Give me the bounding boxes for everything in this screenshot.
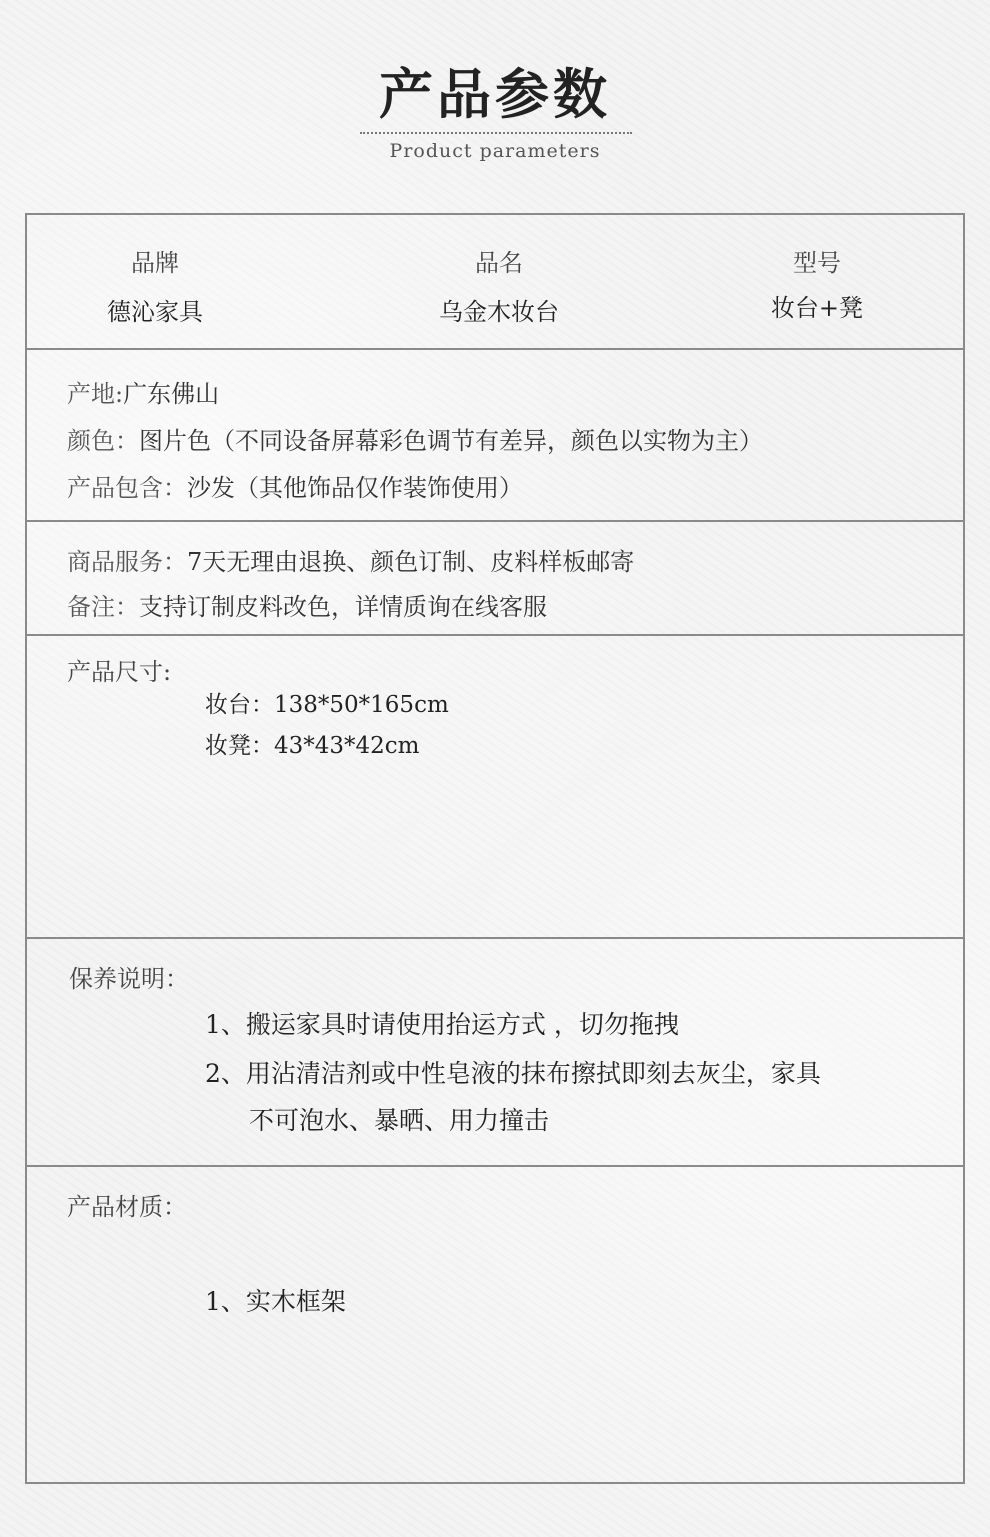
service-line (67, 542, 634, 577)
color-value: 图片色（不同设备屏幕彩色调节有差异，颜色以实物为主） (139, 427, 763, 455)
size-label: 产品尺寸: (67, 658, 172, 686)
note-line (67, 587, 547, 622)
model-cell (717, 243, 917, 323)
origin-row (27, 348, 963, 520)
care-item-1: 1、搬运家具时请使用抬运方式 ，切勿拖拽 (205, 1010, 679, 1039)
model-label: 型号 (793, 249, 841, 277)
brand-label: 品牌 (131, 249, 179, 277)
includes-line (67, 468, 523, 503)
care-label: 保养说明： (69, 965, 189, 993)
name-value: 乌金木妆台 (439, 298, 559, 326)
includes-value: 沙发（其他饰品仅作装饰使用） (187, 474, 523, 502)
note-label: 备注： (67, 593, 139, 621)
brand-cell (55, 243, 255, 327)
page-header (0, 0, 990, 200)
parameters-table (25, 213, 965, 1484)
brand-value: 德沁家具 (107, 298, 203, 326)
note-value: 支持订制皮料改色，详情质询在线客服 (139, 593, 547, 621)
care-row (27, 937, 963, 1165)
material-item-1: 1、实木框架 (205, 1287, 346, 1316)
size-row (27, 634, 963, 937)
name-cell (399, 243, 599, 327)
color-label: 颜色： (67, 427, 139, 455)
includes-label: 产品包含： (67, 474, 187, 502)
name-label: 品名 (475, 249, 523, 277)
model-value: 妆台+凳 (770, 294, 864, 322)
page-subtitle: Product parameters (389, 140, 601, 162)
origin-line (67, 374, 219, 409)
color-line (67, 421, 763, 456)
care-item-2-cont: 不可泡水、暴晒、用力撞击 (249, 1106, 550, 1135)
dotted-divider (360, 132, 632, 134)
page-title: 产品参数 (379, 63, 611, 126)
origin-label: 产地: (67, 380, 124, 408)
material-row (27, 1165, 963, 1482)
size-item-dresser: 妆台：138*50*165cm (205, 692, 449, 718)
service-row (27, 520, 963, 634)
summary-row (27, 215, 963, 348)
care-item-2: 2、用沾清洁剂或中性皂液的抹布擦拭即刻去灰尘，家具 (205, 1059, 821, 1088)
service-label: 商品服务： (67, 548, 187, 576)
material-label: 产品材质： (67, 1193, 187, 1221)
size-item-stool: 妆凳：43*43*42cm (205, 733, 420, 759)
origin-value: 广东佛山 (123, 380, 220, 408)
service-value: 7天无理由退换、颜色订制、皮料样板邮寄 (187, 548, 635, 576)
